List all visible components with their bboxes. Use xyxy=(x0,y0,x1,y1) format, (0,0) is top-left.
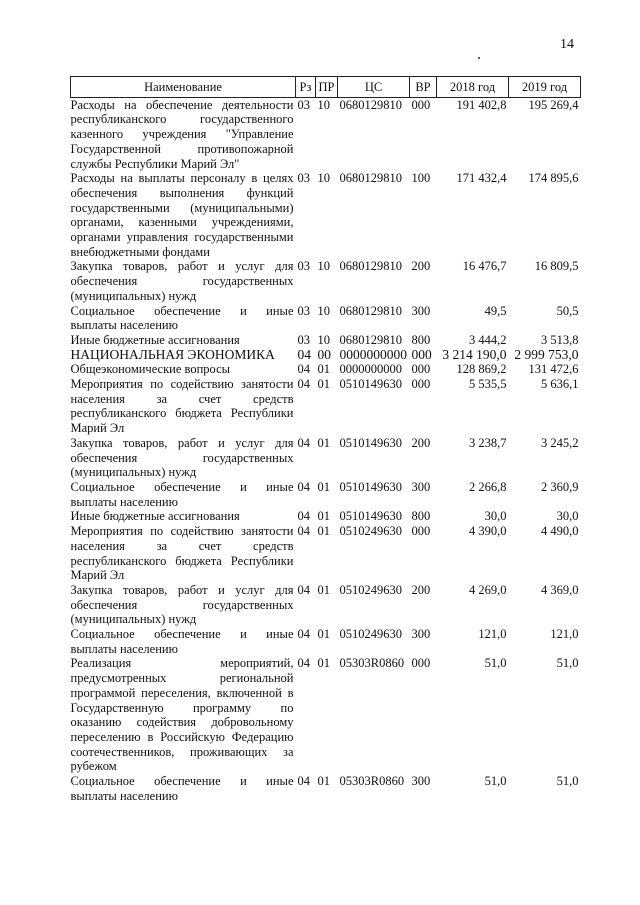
cell-name: Реализация мероприятий, предусмотренных региональной программой переселения, включенной в Государственную программу по оказанию содействия добровольному переселению в Российскую Федерацию соотечественников, проживающих за рубежом xyxy=(70,656,294,774)
cell-pr: 00 xyxy=(317,346,331,362)
cell-name: Социальное обеспечение и иные выплаты населению xyxy=(70,479,294,509)
cell-pr: 10 xyxy=(317,303,330,318)
cell-rz: 04 xyxy=(297,509,310,524)
cell-vr: 000 xyxy=(411,346,432,362)
cell-cs: 0680129810 xyxy=(339,303,402,318)
cell-y2019: 4 369,0 xyxy=(541,582,579,597)
cell-vr: 800 xyxy=(411,332,431,347)
cell-y2018: 4 269,0 xyxy=(469,582,507,597)
header-rz: Рз xyxy=(296,77,316,98)
cell-name: Мероприятия по содействию занятости населения за счет средств республиканского бюджета Республики Марий Эл xyxy=(70,377,294,436)
table-row xyxy=(71,509,581,524)
cell-vr: 300 xyxy=(411,479,431,494)
cell-vr: 300 xyxy=(411,627,431,642)
cell-vr: 800 xyxy=(411,509,431,524)
cell-y2019: 30,0 xyxy=(556,509,579,524)
cell-y2019: 121,0 xyxy=(550,627,579,642)
cell-vr: 200 xyxy=(411,435,431,450)
table-row xyxy=(71,362,581,377)
budget-table xyxy=(70,76,581,803)
cell-name: Общеэкономические вопросы xyxy=(70,362,231,377)
cell-pr: 01 xyxy=(317,774,330,789)
cell-vr: 000 xyxy=(411,377,431,392)
cell-pr: 01 xyxy=(317,582,330,597)
cell-rz: 04 xyxy=(297,627,310,642)
cell-y2019: 4 490,0 xyxy=(541,524,579,539)
table-row xyxy=(71,524,581,583)
cell-cs: 05303R0860 xyxy=(339,774,405,789)
cell-y2018: 3 444,2 xyxy=(469,332,507,347)
cell-rz: 04 xyxy=(297,346,311,362)
header-cs: ЦС xyxy=(338,77,410,98)
cell-cs: 0510149630 xyxy=(339,435,402,450)
table-row xyxy=(71,259,581,303)
table-row xyxy=(71,97,581,171)
table-row xyxy=(71,333,581,348)
cell-y2019: 51,0 xyxy=(556,656,579,671)
cell-y2019: 51,0 xyxy=(556,774,579,789)
cell-pr: 01 xyxy=(317,435,330,450)
cell-vr: 000 xyxy=(411,97,431,112)
cell-y2019: 195 269,4 xyxy=(528,97,579,112)
cell-cs: 0510149630 xyxy=(339,479,402,494)
table-row xyxy=(71,774,581,803)
cell-pr: 01 xyxy=(317,479,330,494)
cell-y2018: 121,0 xyxy=(478,627,507,642)
cell-cs: 0510149630 xyxy=(339,509,402,524)
table-body xyxy=(71,97,581,803)
cell-cs: 0510249630 xyxy=(339,627,402,642)
cell-cs: 0680129810 xyxy=(339,259,402,274)
cell-y2018: 51,0 xyxy=(484,774,507,789)
cell-y2019: 131 472,6 xyxy=(528,362,579,377)
cell-cs: 0510249630 xyxy=(339,524,402,539)
cell-pr: 01 xyxy=(317,656,330,671)
cell-name: Иные бюджетные ассигнования xyxy=(70,332,240,347)
cell-rz: 03 xyxy=(297,97,310,112)
cell-pr: 01 xyxy=(317,509,330,524)
cell-y2019: 5 636,1 xyxy=(541,377,579,392)
table-row xyxy=(71,304,581,333)
table-row xyxy=(71,436,581,480)
header-pr: ПР xyxy=(316,77,338,98)
cell-rz: 04 xyxy=(297,362,310,377)
cell-vr: 300 xyxy=(411,303,431,318)
cell-rz: 03 xyxy=(297,259,310,274)
cell-cs: 0000000000 xyxy=(339,346,407,362)
cell-pr: 10 xyxy=(317,171,330,186)
cell-pr: 01 xyxy=(317,362,330,377)
cell-y2018: 16 476,7 xyxy=(462,259,507,274)
cell-rz: 04 xyxy=(297,479,310,494)
cell-vr: 000 xyxy=(411,656,431,671)
table-row xyxy=(71,627,581,656)
cell-y2018: 3 214 190,0 xyxy=(442,346,507,362)
cell-y2018: 30,0 xyxy=(484,509,507,524)
cell-pr: 10 xyxy=(317,259,330,274)
cell-y2018: 51,0 xyxy=(484,656,507,671)
cell-cs: 0000000000 xyxy=(339,362,402,377)
cell-y2019: 174 895,6 xyxy=(528,171,579,186)
cell-cs: 0680129810 xyxy=(339,97,402,112)
cell-rz: 04 xyxy=(297,774,310,789)
cell-vr: 000 xyxy=(411,524,431,539)
cell-rz: 04 xyxy=(297,582,310,597)
cell-rz: 03 xyxy=(297,171,310,186)
cell-y2019: 3 245,2 xyxy=(541,435,579,450)
cell-vr: 200 xyxy=(411,582,431,597)
table-header xyxy=(71,77,581,98)
cell-y2019: 16 809,5 xyxy=(534,259,579,274)
cell-y2019: 2 360,9 xyxy=(541,479,579,494)
cell-name: НАЦИОНАЛЬНАЯ ЭКОНОМИКА xyxy=(70,346,275,362)
table-row xyxy=(71,377,581,436)
cell-pr: 01 xyxy=(317,524,330,539)
cell-name: Закупка товаров, работ и услуг для обеспечения государственных (муниципальных) нужд xyxy=(70,259,294,303)
cell-cs: 0680129810 xyxy=(339,332,402,347)
cell-cs: 0510249630 xyxy=(339,582,402,597)
cell-y2018: 4 390,0 xyxy=(469,524,507,539)
cell-rz: 04 xyxy=(297,524,310,539)
cell-cs: 0680129810 xyxy=(339,171,402,186)
cell-name: Закупка товаров, работ и услуг для обеспечения государственных (муниципальных) нужд xyxy=(70,435,294,480)
cell-vr: 000 xyxy=(411,362,431,377)
table-row xyxy=(71,171,581,259)
cell-y2018: 49,5 xyxy=(484,303,507,318)
cell-vr: 300 xyxy=(411,774,431,789)
cell-pr: 01 xyxy=(317,627,330,642)
cell-name: Социальное обеспечение и иные выплаты населению xyxy=(70,627,294,656)
cell-rz: 03 xyxy=(297,303,310,318)
cell-vr: 100 xyxy=(411,171,431,186)
cell-cs: 05303R0860 xyxy=(339,656,405,671)
cell-name: Расходы на обеспечение деятельности республиканского государственного казенного учреждения "Управление Государственной противопожарной службы Республики Марий Эл" xyxy=(70,97,294,171)
cell-pr: 01 xyxy=(317,377,330,392)
cell-pr: 10 xyxy=(317,332,330,347)
cell-name: Мероприятия по содействию занятости населения за счет средств республиканского бюджета Республики Марий Эл xyxy=(70,524,294,583)
header-name: Наименование xyxy=(71,77,296,98)
cell-rz: 04 xyxy=(297,656,310,671)
cell-rz: 04 xyxy=(297,435,310,450)
cell-cs: 0510149630 xyxy=(339,377,402,392)
table-row xyxy=(71,480,581,509)
cell-y2018: 5 535,5 xyxy=(469,377,507,392)
cell-name: Социальное обеспечение и иные выплаты населению xyxy=(70,303,294,333)
cell-name: Иные бюджетные ассигнования xyxy=(70,509,240,524)
table-row xyxy=(71,656,581,774)
cell-y2018: 3 238,7 xyxy=(469,435,507,450)
cell-vr: 200 xyxy=(411,259,431,274)
cell-name: Закупка товаров, работ и услуг для обеспечения государственных (муниципальных) нужд xyxy=(70,582,294,627)
cell-y2018: 2 266,8 xyxy=(469,479,507,494)
scan-speck xyxy=(478,57,480,59)
header-vr: ВР xyxy=(410,77,437,98)
cell-rz: 03 xyxy=(297,332,310,347)
cell-y2018: 191 402,8 xyxy=(456,97,507,112)
cell-y2018: 171 432,4 xyxy=(456,171,507,186)
cell-y2019: 50,5 xyxy=(556,303,579,318)
cell-rz: 04 xyxy=(297,377,310,392)
header-2019: 2019 год xyxy=(509,77,581,98)
table-row xyxy=(71,583,581,627)
header-2018: 2018 год xyxy=(437,77,509,98)
cell-y2019: 3 513,8 xyxy=(541,332,579,347)
cell-name: Расходы на выплаты персоналу в целях обеспечения выполнения функций государственными (муниципальными) органами, казенными учреждениями, органами управления государственными внебюджетными фондами xyxy=(70,171,294,259)
cell-pr: 10 xyxy=(317,97,330,112)
table-row xyxy=(71,348,581,363)
page-number: 14 xyxy=(560,37,574,52)
cell-y2018: 128 869,2 xyxy=(456,362,507,377)
cell-name: Социальное обеспечение и иные выплаты населению xyxy=(70,774,294,803)
cell-y2019: 2 999 753,0 xyxy=(514,346,579,362)
